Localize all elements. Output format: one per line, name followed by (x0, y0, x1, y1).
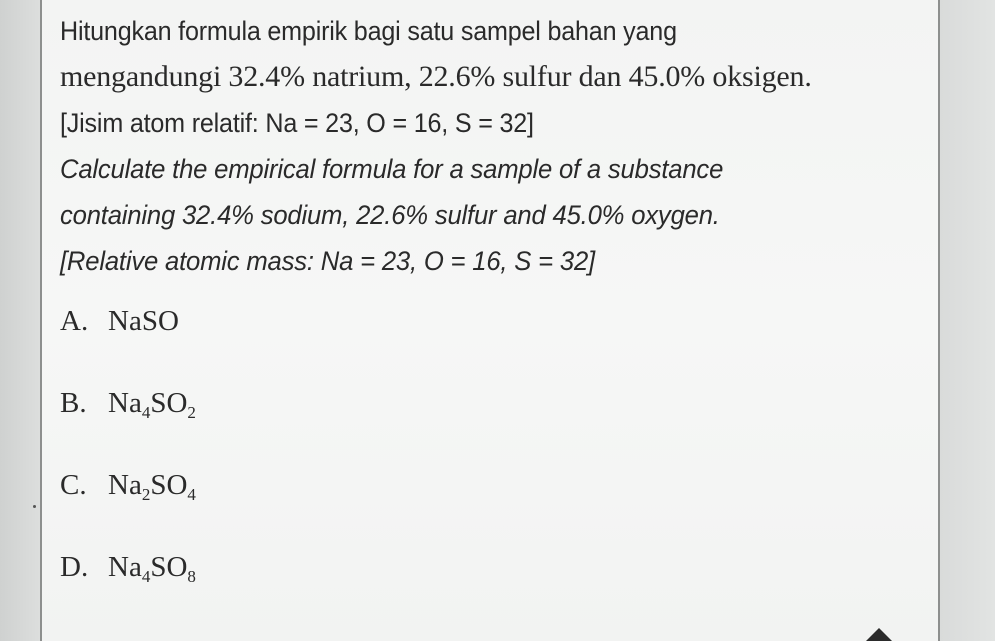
option-formula: $Na_4SO_2$ (108, 387, 196, 422)
margin-mark (33, 505, 36, 508)
answer-options (60, 305, 196, 633)
cursor-arrow-icon (865, 628, 893, 641)
question-malay-line-2: mengandungi 32.4% natrium, 22.6% sulfur dan 45.0% oksigen. (60, 60, 812, 93)
option-formula: $Na_4SO_8$ (108, 551, 196, 586)
question-english-line-2: containing 32.4% sodium, 22.6% sulfur and 45.0% oxygen. (60, 200, 720, 230)
question-malay-line-3: [Jisim atom relatif: Na = 23, O = 16, S = 32] (60, 108, 534, 138)
question-text (60, 8, 930, 284)
question-english-line-1: Calculate the empirical formula for a sample of a substance (60, 154, 724, 184)
option-letter: A. (60, 305, 89, 337)
question-english-line-3: [Relative atomic mass: Na = 23, O = 16, S = 32] (60, 246, 595, 276)
option-b[interactable] (60, 387, 196, 469)
option-formula: NaSO (108, 305, 179, 337)
option-formula: $Na_2SO_4$ (108, 469, 196, 504)
option-d[interactable] (60, 551, 196, 633)
option-letter: D. (60, 551, 89, 583)
option-letter: C. (60, 469, 87, 501)
question-malay-line-1: Hitungkan formula empirik bagi satu sampel bahan yang (60, 16, 677, 46)
background-edge (940, 0, 995, 641)
option-letter: B. (60, 387, 87, 419)
option-a[interactable] (60, 305, 196, 387)
option-c[interactable] (60, 469, 196, 551)
